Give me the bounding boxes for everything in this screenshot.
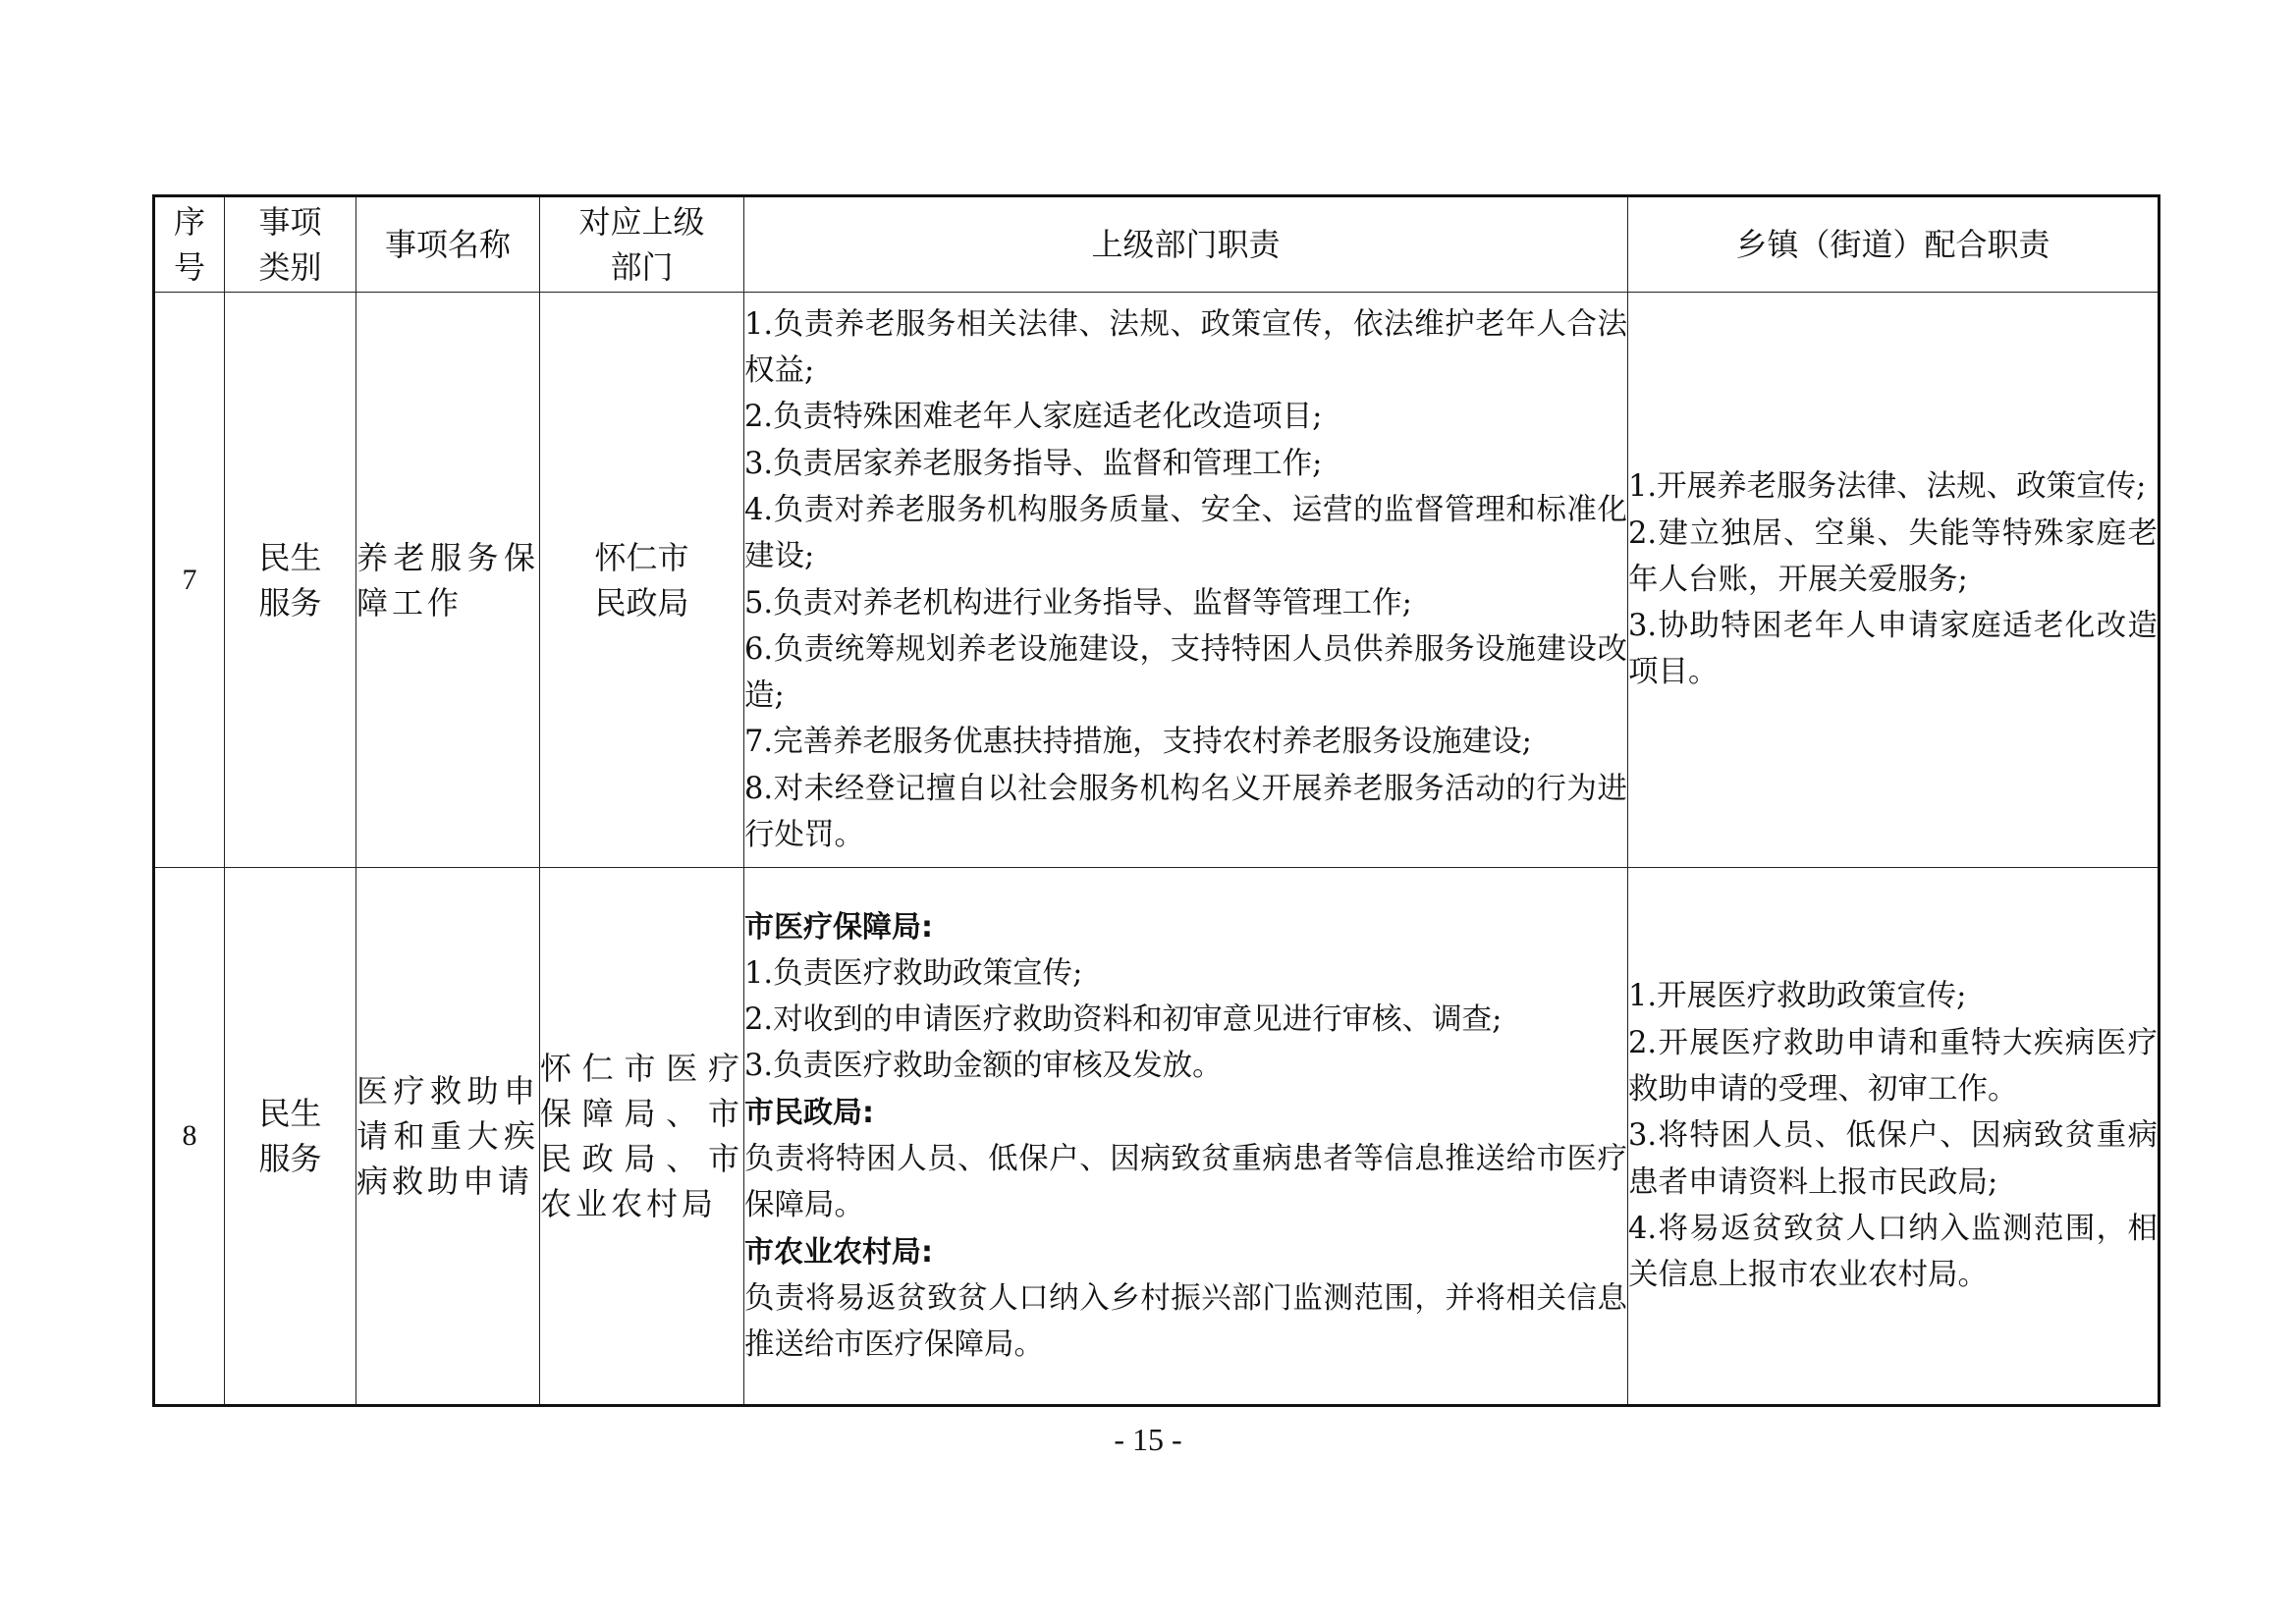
header-category: 事项类别 bbox=[225, 196, 356, 293]
page-number: - 15 - bbox=[1114, 1422, 1182, 1457]
duty-line: 2.对收到的申请医疗救助资料和初审意见进行审核、调查; bbox=[744, 1002, 1503, 1038]
dept-heading: 市民政局: bbox=[744, 1095, 874, 1130]
row-upper-duty bbox=[744, 868, 1628, 1406]
duty-line: 4.负责对养老服务机构服务质量、安全、运营的监督管理和标准化建设; bbox=[744, 492, 1627, 574]
row-name: 养老服务保障工作 bbox=[356, 293, 540, 868]
duty-line: 负责将特困人员、低保户、因病致贫重病患者等信息推送给市医疗保障局。 bbox=[744, 1142, 1627, 1223]
duty-table bbox=[152, 194, 2160, 1407]
duty-line: 2.负责特殊困难老年人家庭适老化改造项目; bbox=[744, 400, 1323, 435]
header-town-duty: 乡镇（街道）配合职责 bbox=[1628, 196, 2159, 293]
duty-line: 5.负责对养老机构进行业务指导、监督等管理工作; bbox=[744, 585, 1412, 621]
duty-line: 1.负责养老服务相关法律、法规、政策宣传，依法维护老年人合法权益; bbox=[744, 306, 1627, 389]
town-duty-line: 1.开展医疗救助政策宣传; bbox=[1628, 979, 1967, 1014]
duty-line: 7.完善养老服务优惠扶持措施，支持农村养老服务设施建设; bbox=[744, 725, 1532, 760]
row-town-duty bbox=[1628, 293, 2159, 868]
town-duty-line: 4.将易返贫致贫人口纳入监测范围，相关信息上报市农业农村局。 bbox=[1628, 1211, 2158, 1293]
header-seq: 序号 bbox=[154, 196, 225, 293]
table-row bbox=[154, 868, 2159, 1406]
row-upper-duty bbox=[744, 293, 1628, 868]
town-duty-line: 3.协助特困老年人申请家庭适老化改造项目。 bbox=[1628, 609, 2158, 690]
dept-heading: 市医疗保障局: bbox=[744, 909, 933, 945]
dept-heading: 市农业农村局: bbox=[744, 1234, 933, 1270]
town-duty-line: 3.将特困人员、低保户、因病致贫重病患者申请资料上报市民政局; bbox=[1628, 1118, 2158, 1200]
header-name: 事项名称 bbox=[356, 196, 540, 293]
row-town-duty bbox=[1628, 868, 2159, 1406]
row-category: 民生服务 bbox=[225, 293, 356, 868]
duty-line: 8.对未经登记擅自以社会服务机构名义开展养老服务活动的行为进行处罚。 bbox=[744, 771, 1627, 852]
duty-line: 3.负责医疗救助金额的审核及发放。 bbox=[744, 1049, 1223, 1084]
table-header-row bbox=[154, 196, 2159, 293]
town-duty-line: 2.开展医疗救助申请和重特大疾病医疗救助申请的受理、初审工作。 bbox=[1628, 1025, 2158, 1108]
header-upper-duty: 上级部门职责 bbox=[744, 196, 1628, 293]
duty-line: 3.负责居家养老服务指导、监督和管理工作; bbox=[744, 446, 1323, 481]
duty-line: 1.负责医疗救助政策宣传; bbox=[744, 955, 1083, 991]
row-category: 民生服务 bbox=[225, 868, 356, 1406]
row-seq: 8 bbox=[154, 868, 225, 1406]
town-duty-line: 1.开展养老服务法律、法规、政策宣传; bbox=[1628, 469, 2147, 505]
town-duty-line: 2.建立独居、空巢、失能等特殊家庭老年人台账，开展关爱服务; bbox=[1628, 515, 2158, 597]
duty-line: 6.负责统筹规划养老设施建设，支持特困人员供养服务设施建设改造; bbox=[744, 631, 1627, 714]
table-row bbox=[154, 293, 2159, 868]
row-dept: 怀仁市医疗保障局、市民政局、市农业农村局 bbox=[540, 868, 744, 1406]
row-dept: 怀仁市民政局 bbox=[540, 293, 744, 868]
header-dept: 对应上级部门 bbox=[540, 196, 744, 293]
row-name: 医疗救助申请和重大疾病救助申请 bbox=[356, 868, 540, 1406]
duty-line: 负责将易返贫致贫人口纳入乡村振兴部门监测范围，并将相关信息推送给市医疗保障局。 bbox=[744, 1280, 1627, 1363]
row-seq: 7 bbox=[154, 293, 225, 868]
